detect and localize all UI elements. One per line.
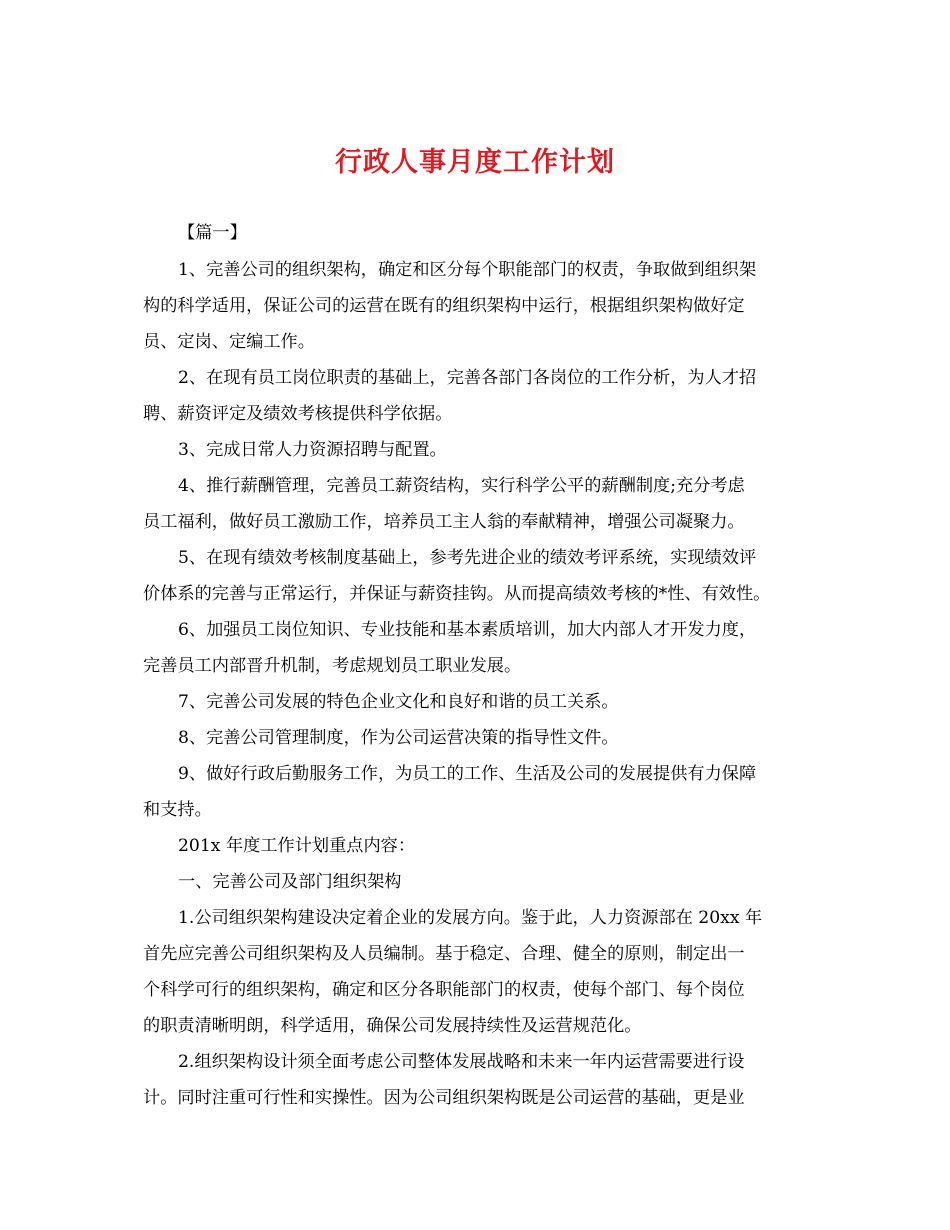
paragraph-line: 5、在现有绩效考核制度基础上，参考先进企业的绩效考评系统，实现绩效评: [178, 548, 757, 568]
paragraph-line: 的职责清晰明朗，科学适用，确保公司发展持续性及运营规范化。: [143, 1016, 642, 1036]
paragraph-line: 1.公司组织架构建设决定着企业的发展方向。鉴于此，人力资源部在 20xx 年: [178, 908, 763, 928]
section-heading-part-one: 【篇一】: [178, 223, 247, 243]
section-heading-key-points: 201x 年度工作计划重点内容：: [178, 836, 416, 856]
paragraph-line: 聘、薪资评定及绩效考核提供科学依据。: [143, 404, 453, 424]
paragraph-line: 构的科学适用，保证公司的运营在既有的组织架构中运行，根据组织架构做好定: [143, 296, 745, 316]
paragraph-line: 3、完成日常人力资源招聘与配置。: [178, 440, 447, 460]
paragraph-line: 员工福利，做好员工激励工作，培养员工主人翁的奉献精神，增强公司凝聚力。: [143, 512, 745, 532]
paragraph-line: 价体系的完善与正常运行，并保证与薪资挂钩。从而提高绩效考核的*性、有效性。: [143, 584, 771, 604]
paragraph-line: 计。同时注重可行性和实操性。因为公司组织架构既是公司运营的基础，更是业: [143, 1088, 745, 1108]
paragraph-line: 2.组织架构设计须全面考虑公司整体发展战略和未来一年内运营需要进行设: [178, 1052, 745, 1072]
paragraph-line: 7、完善公司发展的特色企业文化和良好和谐的员工关系。: [178, 692, 619, 712]
document-title: 行政人事月度工作计划: [335, 147, 615, 178]
paragraph-line: 6、加强员工岗位知识、专业技能和基本素质培训，加大内部人才开发力度，: [178, 620, 757, 640]
subsection-heading: 一、完善公司及部门组织架构: [178, 872, 402, 892]
paragraph-line: 9、做好行政后勤服务工作，为员工的工作、生活及公司的发展提供有力保障: [178, 764, 757, 784]
paragraph-line: 和支持。: [143, 800, 212, 820]
paragraph-line: 2、在现有员工岗位职责的基础上，完善各部门各岗位的工作分析，为人才招: [178, 368, 757, 388]
paragraph-line: 8、完善公司管理制度，作为公司运营决策的指导性文件。: [178, 728, 619, 748]
paragraph-line: 员、定岗、定编工作。: [143, 332, 315, 352]
paragraph-line: 完善员工内部晋升机制，考虑规划员工职业发展。: [143, 656, 522, 676]
paragraph-line: 首先应完善公司组织架构及人员编制。基于稳定、合理、健全的原则，制定出一: [143, 944, 745, 964]
paragraph-line: 4、推行薪酬管理，完善员工薪资结构，实行科学公平的薪酬制度;充分考虑: [178, 476, 745, 496]
paragraph-line: 个科学可行的组织架构，确定和区分各职能部门的权责，使每个部门、每个岗位: [143, 980, 745, 1000]
paragraph-line: 1、完善公司的组织架构，确定和区分每个职能部门的权责，争取做到组织架: [178, 260, 757, 280]
